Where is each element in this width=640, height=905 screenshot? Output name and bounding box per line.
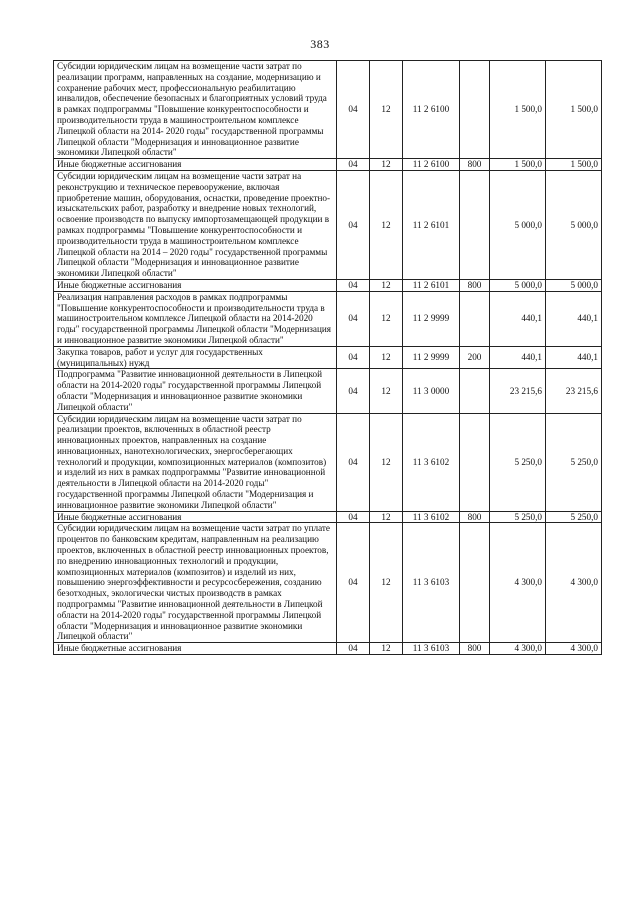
amount-value: 5 000,0 [490,279,546,291]
row-description: Субсидии юридическим лицам на возмещение части затрат по реализации проектов, включенных в областной реестр инновационных проектов, направленных на создание инновационных, нанотехнологических, энергосберегающих технологий и продукции, композиционных материалов (композитов) и изделий из них в рамках подпрограммы "Развитие инновационной деятельности в Липецкой области на 2014-2020 годы" государственной программы Липецкой области "Модернизация и инновационное развитие экономики Липецкой области" [54,413,337,511]
target-article-code: 11 3 6103 [403,643,460,655]
table-row [54,61,602,159]
subsection-code: 12 [370,643,403,655]
subsection-code: 12 [370,170,403,279]
amount-value-2: 1 500,0 [546,159,602,171]
amount-value-2: 1 500,0 [546,61,602,159]
amount-value: 440,1 [490,346,546,369]
expense-type-code [460,61,490,159]
expense-type-code: 800 [460,159,490,171]
amount-value: 5 000,0 [490,170,546,279]
table-row [54,170,602,279]
amount-value: 1 500,0 [490,61,546,159]
expense-type-code [460,369,490,413]
expense-type-code [460,413,490,511]
target-article-code: 11 3 6102 [403,511,460,523]
section-code: 04 [337,346,370,369]
section-code: 04 [337,279,370,291]
section-code: 04 [337,523,370,643]
table-row [54,643,602,655]
section-code: 04 [337,170,370,279]
target-article-code: 11 2 6100 [403,61,460,159]
section-code: 04 [337,291,370,346]
expense-type-code [460,291,490,346]
target-article-code: 11 2 9999 [403,346,460,369]
subsection-code: 12 [370,279,403,291]
row-description: Субсидии юридическим лицам на возмещение части затрат по реализации программ, направленных на создание, модернизацию и сохранение рабочих мест, профессиональную реабилитацию инвалидов, обеспечение безопасных и благоприятных условий труда в рамках подпрограммы "Повышение конкурентоспособности и производительности труда в машиностроительном комплексе Липецкой области на 2014- 2020 годы" государственной программы Липецкой области "Модернизация и инновационное развитие экономики Липецкой области" [54,61,337,159]
target-article-code: 11 2 9999 [403,291,460,346]
section-code: 04 [337,413,370,511]
subsection-code: 12 [370,523,403,643]
target-article-code: 11 2 6101 [403,279,460,291]
target-article-code: 11 3 6103 [403,523,460,643]
table-row [54,523,602,643]
amount-value: 4 300,0 [490,523,546,643]
table-row [54,291,602,346]
table-row [54,369,602,413]
expense-type-code [460,170,490,279]
section-code: 04 [337,643,370,655]
table-row [54,279,602,291]
subsection-code: 12 [370,291,403,346]
amount-value-2: 4 300,0 [546,523,602,643]
section-code: 04 [337,159,370,171]
expense-type-code: 200 [460,346,490,369]
row-description: Закупка товаров, работ и услуг для государственных (муниципальных) нужд [54,346,337,369]
subsection-code: 12 [370,346,403,369]
amount-value-2: 440,1 [546,346,602,369]
amount-value-2: 440,1 [546,291,602,346]
page-number: 383 [310,37,330,51]
section-code: 04 [337,61,370,159]
target-article-code: 11 3 0000 [403,369,460,413]
row-description: Иные бюджетные ассигнования [54,511,337,523]
row-description: Субсидии юридическим лицам на возмещение части затрат по уплате процентов по банковским кредитам, направленным на реализацию проектов, включенных в областной реестр инновационных проектов, по внедрению инновационных технологий и продукции, композиционных материалов (композитов) и изделий из них, повышению энергоэффективности и ресурсосбережения, созданию безотходных, экологически чистых производств в рамках подпрограммы "Развитие инновационной деятельности в Липецкой области на 2014-2020 годы" государственной программы Липецкой области "Модернизация и инновационное развитие экономики Липецкой области" [54,523,337,643]
amount-value: 1 500,0 [490,159,546,171]
amount-value-2: 5 250,0 [546,511,602,523]
subsection-code: 12 [370,61,403,159]
amount-value-2: 5 000,0 [546,279,602,291]
table-row [54,413,602,511]
target-article-code: 11 3 6102 [403,413,460,511]
amount-value: 5 250,0 [490,413,546,511]
expense-type-code [460,523,490,643]
subsection-code: 12 [370,413,403,511]
row-description: Иные бюджетные ассигнования [54,643,337,655]
subsection-code: 12 [370,159,403,171]
amount-value-2: 23 215,6 [546,369,602,413]
amount-value: 5 250,0 [490,511,546,523]
table-row [54,511,602,523]
subsection-code: 12 [370,369,403,413]
table-row [54,159,602,171]
amount-value-2: 4 300,0 [546,643,602,655]
amount-value: 4 300,0 [490,643,546,655]
row-description: Иные бюджетные ассигнования [54,279,337,291]
section-code: 04 [337,511,370,523]
target-article-code: 11 2 6100 [403,159,460,171]
expense-type-code: 800 [460,279,490,291]
row-description: Подпрограмма "Развитие инновационной деятельности в Липецкой области на 2014-2020 годы" государственной программы Липецкой области "Модернизация и инновационное развитие экономики Липецкой области" [54,369,337,413]
table-row [54,346,602,369]
row-description: Иные бюджетные ассигнования [54,159,337,171]
section-code: 04 [337,369,370,413]
subsection-code: 12 [370,511,403,523]
amount-value-2: 5 000,0 [546,170,602,279]
target-article-code: 11 2 6101 [403,170,460,279]
expense-type-code: 800 [460,643,490,655]
row-description: Субсидии юридическим лицам на возмещение части затрат на реконструкцию и техническое перевооружение, включая приобретение машин, оборудования, оснастки, проведение проектно-изыскательских работ, разработку и внедрение новых технологий, освоение производств по выпуску импортозамещающей продукции в рамках подпрограммы "Повышение конкурентоспособности и производительности труда в машиностроительном комплексе Липецкой области на 2014 – 2020 годы" государственной программы Липецкой области "Модернизация и инновационное развитие экономики Липецкой области" [54,170,337,279]
amount-value-2: 5 250,0 [546,413,602,511]
expense-type-code: 800 [460,511,490,523]
amount-value: 440,1 [490,291,546,346]
budget-table [53,60,602,655]
row-description: Реализация направления расходов в рамках подпрограммы "Повышение конкурентоспособности и производительности труда в машиностроительном комплексе Липецкой области на 2014-2020 годы" государственной программы Липецкой области "Модернизация и инновационное развитие экономики Липецкой области" [54,291,337,346]
amount-value: 23 215,6 [490,369,546,413]
